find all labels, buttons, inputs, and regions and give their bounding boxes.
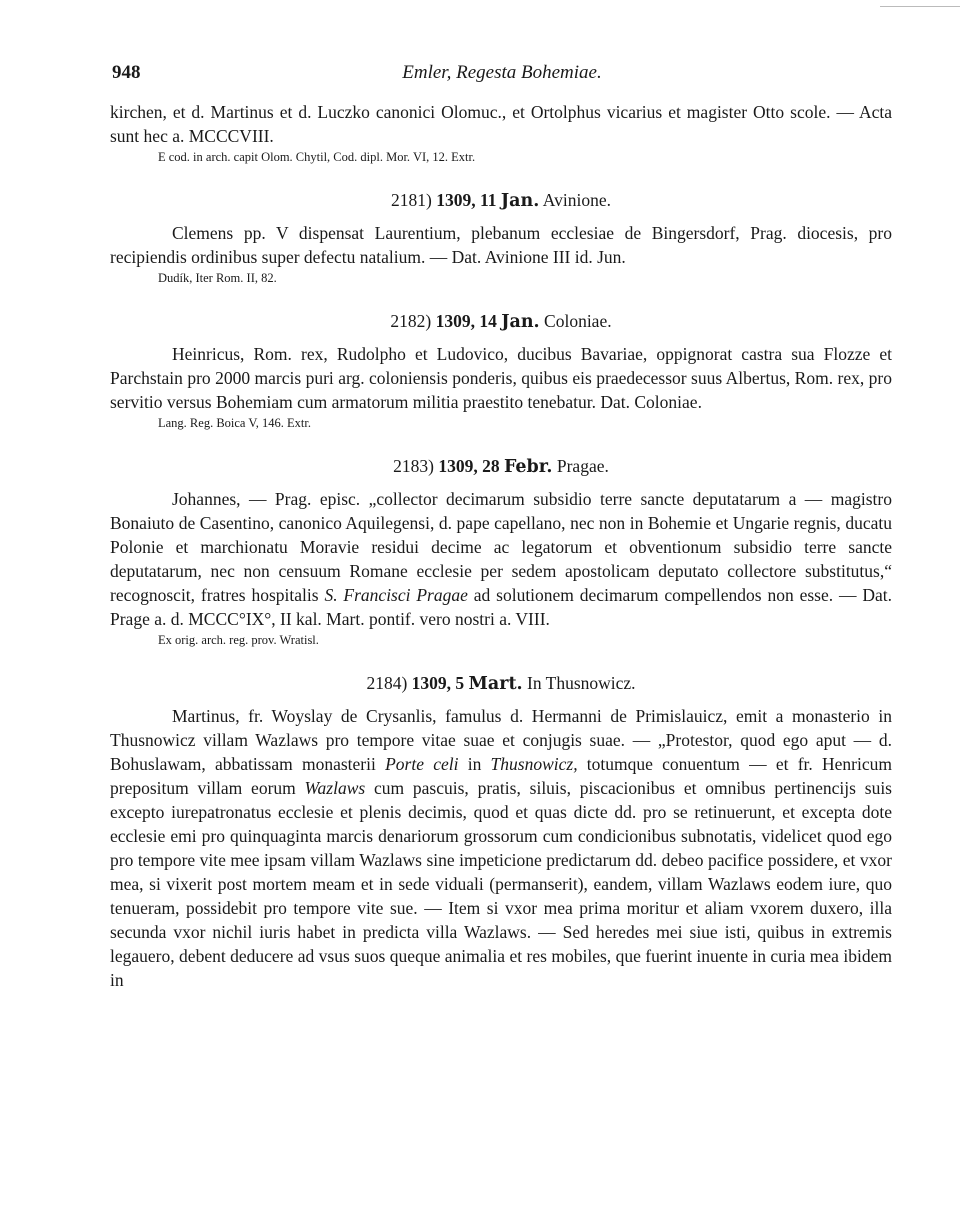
- regest-heading-2184: [110, 671, 892, 696]
- regest-year: 1309,: [436, 190, 476, 210]
- scan-edge-line: [880, 6, 960, 7]
- regest-day: 14: [479, 311, 497, 331]
- regest-month: Febr.: [503, 457, 553, 477]
- page-body: [110, 100, 892, 992]
- regest-number: 2184): [366, 673, 408, 693]
- regest-text-2182: Heinricus, Rom. rex, Rudolpho et Ludovico, ducibus Bavariae, oppignorat castra sua Flozze et Parchstain pro 2000 marcis puri arg. coloniensis ponderis, quibus eis praedecessor suus Albertus, Rom. rex, pro servitio versus Bohemiam cum armatorum militia praestito tenebatur. Dat. Coloniae.: [110, 344, 892, 412]
- regest-year: 1309,: [438, 456, 478, 476]
- regest-source-2182: Lang. Reg. Boica V, 146. Extr.: [158, 416, 311, 430]
- running-title: Emler, Regesta Bohemiae.: [402, 62, 602, 83]
- regest-source-2181: Dudík, Iter Rom. II, 82.: [158, 271, 277, 285]
- italic-name: Thusnowicz,: [490, 754, 578, 774]
- text-segment: cum pascuis, pratis, siluis, piscacionibus et omnibus pertinencijs suis excepto iurepatronatus ecclesie et plenis decimis, quod et quas dicte dd. pro se retinuerunt, et excepta dote ecclesie emi pro quinquaginta marcis denariorum grossorum cum condicionibus subnotatis, videlicet quod ego pro tempore vite mee ipsam villam Wazlaws sine impeticione predictarum dd. debeo pacifice possidere, et vxor mea, si vixerit post mortem meam et in sede viduali (permanserit), eandem, villam Wazlaws eodem iure, quo tenueram, possidebit pro tempore vite sue. — Item si vxor mea prima moritur et aliam vxorem duxero, illa secunda vxor nichil iuris habet in predicta villa Wazlaws. — Sed heredes mei siue isti, quibus in extremis legauero, debent deducere ad vsus suos queque animalia et res mobiles, que fuerint inuente in curia mea ibidem in: [110, 778, 892, 990]
- regest-place: Avinione.: [542, 190, 611, 210]
- italic-name: Wazlaws: [304, 778, 366, 798]
- continuation-source: E cod. in arch. capit Olom. Chytil, Cod. dipl. Mor. VI, 12. Extr.: [158, 150, 476, 164]
- regest-place: In Thusnowicz.: [527, 673, 636, 693]
- text-segment: ad solutionem decimarum compellendos non esse. — Dat. Prage a. d. MCCC°IX°, II kal. Mart. pontif. vero nostri a. VIII.: [110, 585, 892, 629]
- text-segment: in: [458, 754, 491, 774]
- page-header: [112, 62, 892, 88]
- page-number: 948: [112, 62, 141, 83]
- italic-name: Porte celi: [385, 754, 459, 774]
- regest-place: Pragae.: [556, 456, 609, 476]
- regest-heading-2181: [110, 188, 892, 213]
- regest-month: Jan.: [500, 191, 540, 211]
- regest-day: 11: [479, 190, 497, 210]
- text-segment: Johannes, — Prag. episc. „collector decimarum subsidio terre sancte deputatarum a — magistro Bonaiuto de Casentino, canonico Aquilegensi, d. pape capellano, nec non in Bohemie et Ungarie regnis, ducatu Polonie et marchionatu Moravie residui decime ac legatorum et obventionum subsidio terre sancte deputatarum, nec non censuum Romane ecclesie per sedem apostolicam deputato collectore substitutus,“ recognoscit, fratres hospitalis: [110, 489, 892, 605]
- regest-source-2183: Ex orig. arch. reg. prov. Wratisl.: [158, 633, 319, 647]
- regest-place: Coloniae.: [544, 311, 612, 331]
- regest-month: Jan.: [501, 312, 540, 332]
- text-segment: Martinus, fr. Woyslay de Crysanlis, famulus d. Hermanni de Primislauicz, emit a monasterio in Thusnowicz villam Wazlaws pro tempore vitae suae et conjugis suae. — „Protestor, quod ego aput — d. Bohuslawam, abbatissam monasterii: [110, 706, 892, 774]
- text-segment: totumque conuentum — et fr. Henricum prepositum villam eorum: [110, 754, 892, 798]
- regest-number: 2182): [390, 311, 432, 331]
- regest-text-2184: [110, 704, 892, 992]
- italic-name: S. Francisci Pragae: [324, 585, 468, 605]
- regest-text-2181: Clemens pp. V dispensat Laurentium, plebanum ecclesiae de Bingersdorf, Prag. diocesis, pro recipiendis ordinibus super defectu natalium. — Dat. Avinione III id. Jun.: [110, 223, 892, 267]
- regest-day: 28: [482, 456, 500, 476]
- regest-year: 1309,: [411, 673, 452, 693]
- regest-text-2183: [110, 487, 892, 631]
- regest-number: 2181): [391, 190, 432, 210]
- regest-year: 1309,: [435, 311, 475, 331]
- continuation-text: kirchen, et d. Martinus et d. Luczko canonici Olomuc., et Ortolphus vicarius et magister Otto scole. — Acta sunt hec a. MCCCVIII.: [110, 102, 892, 146]
- regest-month: Mart.: [468, 674, 523, 694]
- regest-day: 5: [455, 673, 465, 693]
- regest-heading-2183: [110, 454, 892, 479]
- regest-heading-2182: [110, 309, 892, 334]
- regest-number: 2183): [393, 456, 434, 476]
